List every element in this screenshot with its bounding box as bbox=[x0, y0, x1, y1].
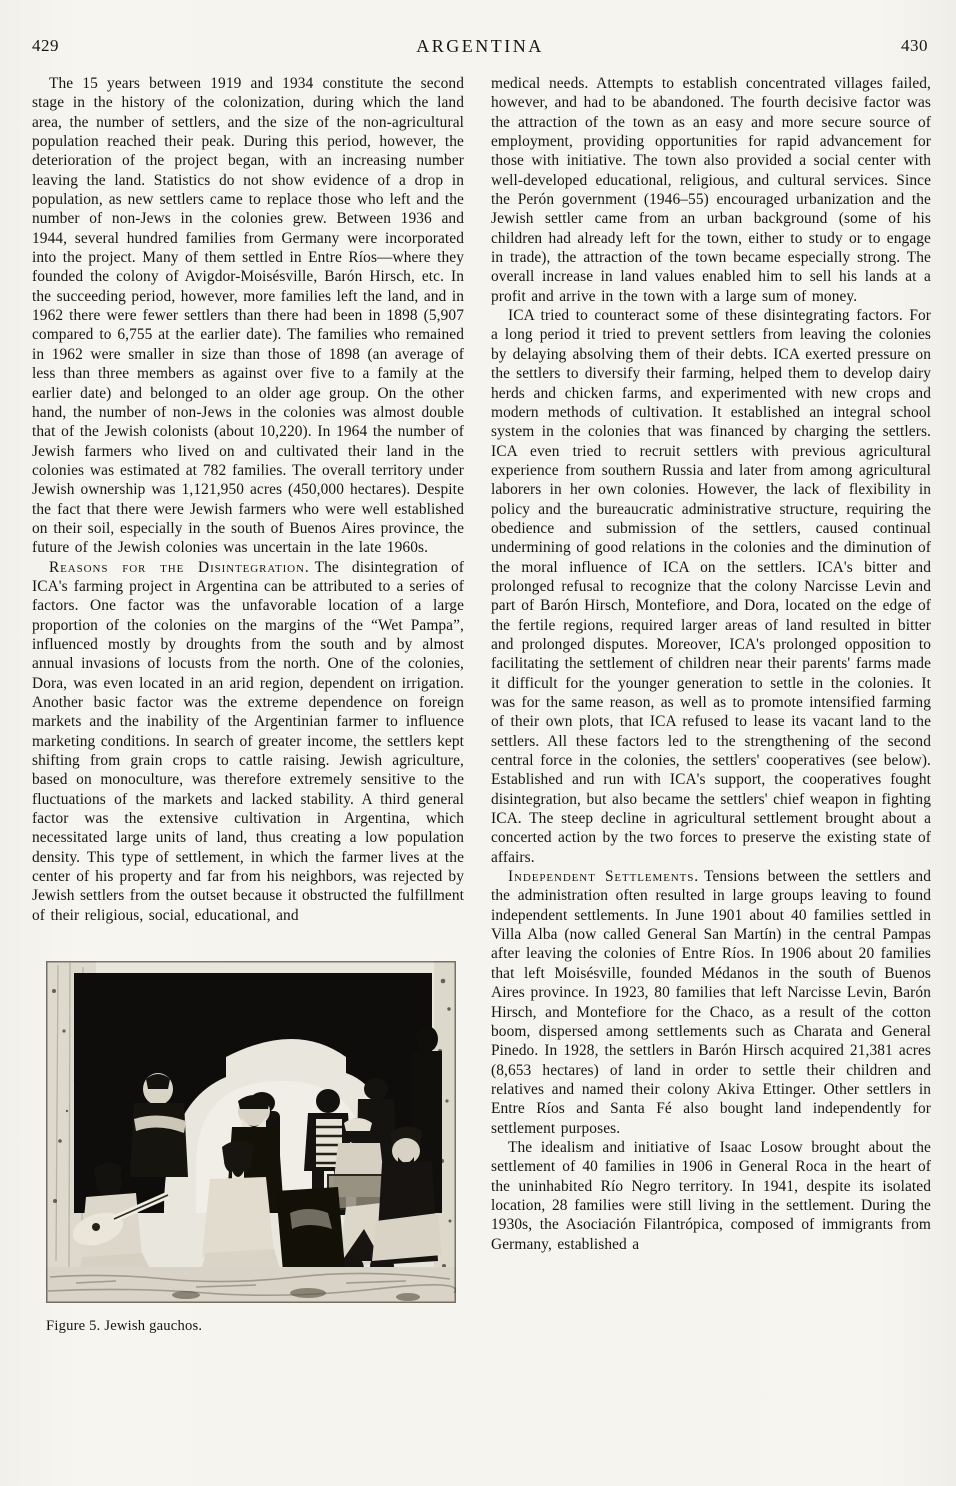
figure-caption: Figure 5. Jewish gauchos. bbox=[46, 1318, 203, 1335]
running-title: ARGENTINA bbox=[416, 36, 544, 56]
left-column bbox=[32, 74, 464, 1335]
page-number-left: 429 bbox=[32, 36, 59, 55]
page-header bbox=[32, 36, 928, 62]
paragraph-reasons-disintegration bbox=[32, 558, 464, 926]
figure-photo-jewish-gauchos bbox=[46, 961, 456, 1303]
two-column-layout bbox=[32, 74, 931, 1335]
section-heading-independent-settlements: Independent Settlements. bbox=[508, 868, 700, 886]
paragraph-ica-counteract: ICA tried to counteract some of these disintegrating factors. For a long period it tried to prevent settlers from leaving the colonies by delaying absolving them of their debts. ICA exerted pressure on the settlers to diversify their farming, helped them to develop dairy herds and chicken farms, and experimented with new crops and modern methods of cultivation. It established an integral school system in the colonies that was financed by charging the settlers. ICA even tried to recruit settlers with previous agricultural experience from southern Russia and later from among agricultural laborers in her own colonies. However, the lack of flexibility in policy and the bureaucratic administrative structure, requiring the obedience and submission of the settlers, caused continual undermining of good relations in the colonies and the diminution of the moral influence of ICA on the settlers. ICA's bitter and prolonged refusal to recognize that the colony Narcisse Levin and part of Barón Hirsch, Montefiore, and Dora, located on the edge of the fertile regions, required larger areas of land resulted in bitter and prolonged disputes. Moreover, ICA's prolonged opposition to facilitating the settlement of children near their parents' farms made it difficult for the younger generation to settle in the colonies. It was for the same reason, as well as to promote intensified farming of their own plots, that ICA refused to lease its vacant land to the settlers. All these factors led to the strengthening of the second central force in the colonies, the settlers' cooperatives (see below). Established and run with ICA's support, the cooperatives fought disintegration, but also became the settlers' chief weapon in fighting ICA. The steep decline in agricultural settlement brought about a concerted action by the two forces to preserve the existing state of affairs. bbox=[491, 307, 931, 866]
paragraph-isaac-losow: The idealism and initiative of Isaac Losow brought about the settlement of 40 families in 1906 in General Roca in the heart of the uninhabited Río Negro territory. In 1941, despite its isolated location, 28 families were still living in the settlement. During the 1930s, the Asociación Filantrópica, composed of immigrants from Germany, established a bbox=[491, 1138, 931, 1253]
paragraph-independent-settlements bbox=[491, 867, 931, 1138]
section-heading-reasons: Reasons for the Disintegration. bbox=[49, 558, 310, 576]
paragraph-medical-needs: medical needs. Attempts to establish concentrated villages failed, however, and had to be abandoned. The fourth decisive factor was the attraction of the town as an easy and more secure source of employment, providing opportunities for rapid advancement for those with initiative. The town also provided a social center with well-developed educational, religious, and cultural services. Since the Perón government (1946–55) encouraged urbanization and the Jewish settler came from an urban background (some of his children had already left for the town, either to study or to engage in trade), the attraction of the town became especially strong. The overall increase in land values enabled him to sell his lands at a profit and arrive in the town with a large sum of money. bbox=[491, 75, 931, 305]
paragraph-text: Tensions between the settlers and the administration often resulted in large groups leaving to found independent settlements. In June 1901 about 40 families settled in Villa Alba (now called General San Martín) in the central Pampas after leaving the colonies of Entre Ríos. In 1906 about 20 families that left Moisésville, founded Médanos in the south of Buenos Aires province. In 1923, 80 families that left Narcisse Levin, Barón Hirsch, and Montefiore for the Chaco, as a result of the cotton boom, dispersed among settlements such as Charata and General Pinedo. In 1928, the settlers in Barón Hirsch acquired 21,381 acres (8,653 hectares) of land in order to settle their children and relatives and named their colony Akiva Ettinger. Other settlers in Entre Ríos and Santa Fé also bought land independently for settlement purposes. bbox=[491, 868, 931, 1137]
figure-5 bbox=[46, 961, 456, 1335]
page-number-right: 430 bbox=[901, 36, 928, 55]
right-column bbox=[491, 74, 931, 1335]
paragraph-text: The disintegration of ICA's farming project in Argentina can be attributed to a series of factors. One factor was the unfavorable location of a large proportion of the colonies on the margins of the “Wet Pampa”, influenced mostly by droughts from the south and by almost annual invasions of locusts from the north. One of the colonies, Dora, was even located in an arid region, dependent on irrigation. Another basic factor was the extreme dependence on foreign markets and the inability of the Argentinian farmer to influence marketing conditions. In search of greater income, the settlers kept shifting from grain crops to cattle raising. Jewish agriculture, based on monoculture, was therefore extremely sensitive to the fluctuations of the markets and lacked stability. A third general factor was the extensive cultivation in Argentina, which necessitated large units of land, thus creating a low population density. This type of settlement, in which the farmer lives at the center of his property and far from his neighbors, was rejected by Jewish settlers from the outset because it obstructed the fulfillment of their religious, social, educational, and bbox=[32, 558, 464, 924]
photo-illustration bbox=[46, 961, 456, 1303]
paragraph-colonization-stage: The 15 years between 1919 and 1934 constitute the second stage in the history of the colonization, during which the land area, the number of settlers, and the size of the non-agricultural population reached their peak. During this period, however, the deterioration of the project began, with an increasing number leaving the land. Statistics do not show evidence of a drop in population, as new settlers came to replace those who left and the number of non-Jews in the colonies grew. Between 1936 and 1944, several hundred families from Germany were incorporated into the project. Many of them settled in Entre Ríos—where they founded the colony of Avigdor-Moisésville, Barón Hirsch, etc. In the succeeding period, however, more families left the land, and in 1962 there were fewer settlers than there had been in 1898 (5,907 compared to 6,755 at the earlier date). The families who remained in 1962 were smaller in size than those of 1898 (an average of less than three members as against over five to a family at the earlier date) and belonged to an older age group. On the other hand, the number of non-Jews in the colonies was almost double that of the Jewish colonists (about 10,220). In 1964 the number of Jewish farmers who lived on and cultivated their land in the colonies was estimated at 782 families. The overall territory under Jewish ownership was 1,121,950 acres (450,000 hectares). Despite the fact that there were Jewish farmers who were well established on their soil, especially in the south of Buenos Aires province, the future of the Jewish colonies was uncertain in the late 1960s. bbox=[32, 75, 464, 557]
